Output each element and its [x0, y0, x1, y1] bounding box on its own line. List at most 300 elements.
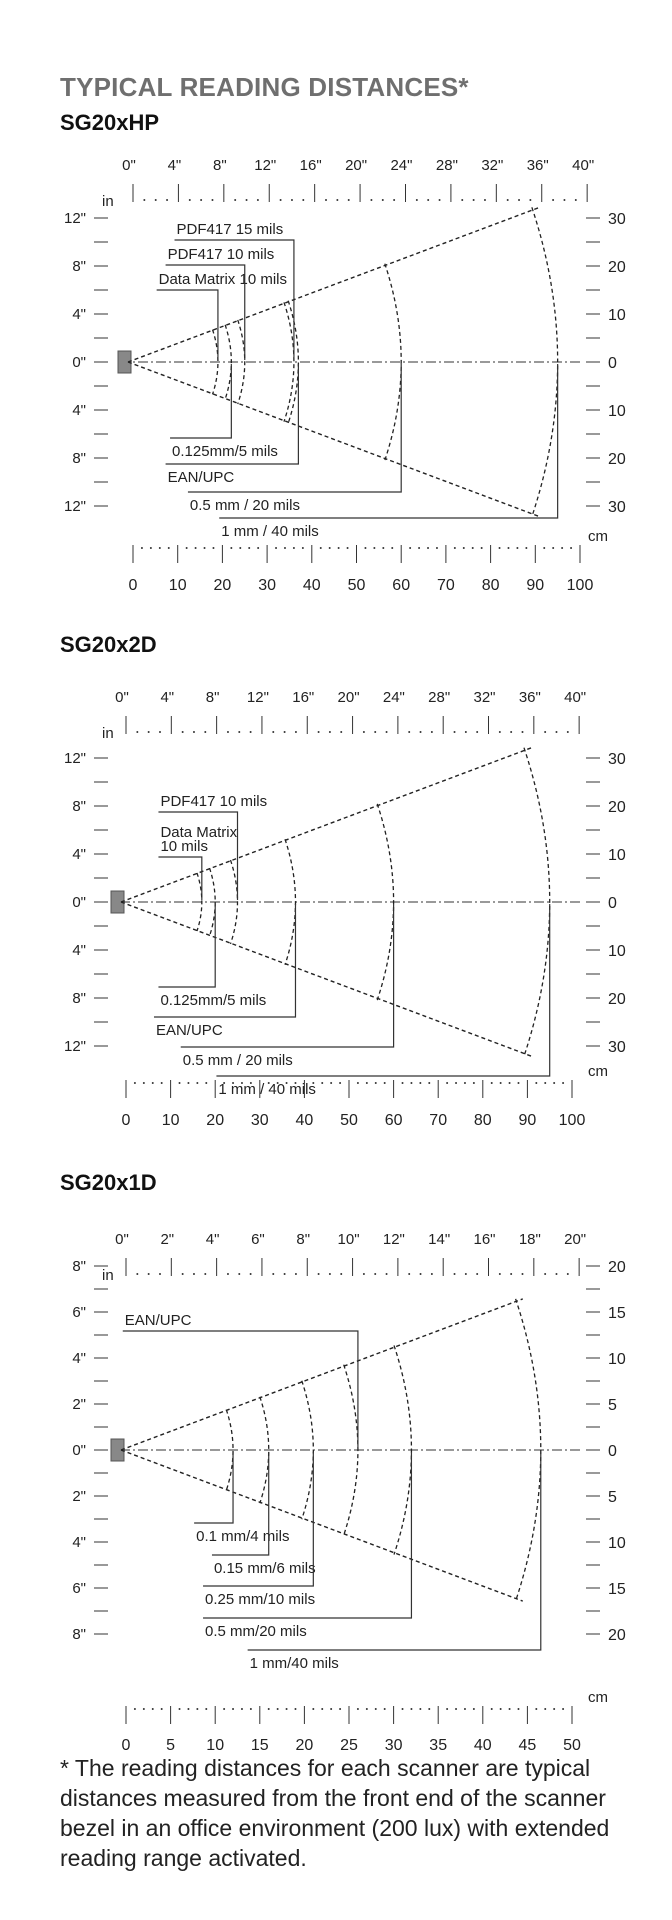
bottom-tick-label: 70: [437, 577, 455, 594]
range-label: EAN/UPC: [155, 1022, 223, 1039]
top-ruler-minor-tick: [499, 1273, 501, 1275]
bottom-ruler-minor-tick: [239, 547, 241, 549]
bottom-ruler-minor-tick: [205, 1708, 207, 1710]
top-ruler-minor-tick: [193, 731, 195, 733]
top-ruler-minor-tick: [336, 199, 338, 201]
bottom-ruler-minor-tick: [516, 547, 518, 549]
bottom-ruler-minor-tick: [446, 1082, 448, 1084]
bottom-tick-label: 10: [161, 1112, 180, 1129]
top-tick-label: 12": [382, 1231, 405, 1248]
left-tick-label: 12": [63, 498, 86, 515]
top-ruler-minor-tick: [204, 731, 206, 733]
bottom-ruler-minor-tick: [562, 1708, 564, 1710]
bottom-ruler-minor-tick: [491, 1708, 493, 1710]
left-tick-label: 4": [72, 846, 86, 863]
range-label: 0.5 mm / 20 mils: [189, 497, 300, 514]
top-ruler-minor-tick: [295, 731, 297, 733]
top-tick-label: 40": [572, 157, 595, 174]
top-tick-label: 16": [473, 1231, 496, 1248]
bottom-ruler-minor-tick: [436, 547, 438, 549]
bottom-ruler-minor-tick: [357, 1082, 359, 1084]
bottom-ruler-minor-tick: [230, 547, 232, 549]
bottom-ruler-minor-tick: [382, 547, 384, 549]
top-tick-label: 36": [526, 157, 549, 174]
bottom-ruler-minor-tick: [543, 547, 545, 549]
bottom-ruler-minor-tick: [446, 1708, 448, 1710]
top-ruler-minor-tick: [234, 199, 236, 201]
top-ruler-minor-tick: [544, 1273, 546, 1275]
top-ruler-minor-tick: [499, 731, 501, 733]
top-ruler-minor-tick: [484, 199, 486, 201]
top-ruler-minor-tick: [238, 731, 240, 733]
bottom-tick-label: 5: [166, 1737, 176, 1754]
left-tick-label: 12": [63, 210, 86, 227]
bottom-ruler-minor-tick: [248, 547, 250, 549]
top-ruler-minor-tick: [552, 199, 554, 201]
bottom-ruler-minor-tick: [143, 1708, 145, 1710]
bottom-ruler-minor-tick: [391, 547, 393, 549]
top-tick-label: 10": [337, 1231, 360, 1248]
right-tick-label: 10: [608, 1351, 626, 1368]
range-label: 0.15 mm/6 mils: [213, 1560, 316, 1577]
range-label: Data Matrix 10 mils: [158, 271, 288, 288]
bottom-ruler-minor-tick: [455, 1082, 457, 1084]
bottom-ruler-minor-tick: [294, 1708, 296, 1710]
bottom-tick-label: 0: [128, 577, 138, 594]
bottom-tick-label: 35: [429, 1737, 448, 1754]
top-tick-label: 4": [160, 689, 175, 706]
top-ruler-minor-tick: [329, 731, 331, 733]
range-leader-line: [248, 1452, 541, 1650]
range-label: Data Matrix: [160, 824, 238, 841]
top-ruler-minor-tick: [575, 199, 577, 201]
top-tick-label: 28": [435, 157, 458, 174]
top-tick-label: 12": [246, 689, 269, 706]
top-ruler-minor-tick: [393, 199, 395, 201]
left-tick-label: 4": [72, 306, 86, 323]
top-ruler-minor-tick: [427, 199, 429, 201]
bottom-tick-label: 40: [295, 1112, 314, 1129]
bottom-ruler-minor-tick: [257, 547, 259, 549]
top-tick-label: 0": [115, 689, 129, 706]
bottom-tick-label: 60: [384, 1112, 403, 1129]
top-tick-label: 8": [296, 1231, 311, 1248]
bottom-tick-label: 40: [473, 1737, 492, 1754]
top-ruler-minor-tick: [416, 199, 418, 201]
top-ruler-minor-tick: [363, 1273, 365, 1275]
range-label: 1 mm / 40 mils: [218, 1081, 316, 1098]
top-ruler-minor-tick: [374, 731, 376, 733]
bottom-ruler-minor-tick: [168, 547, 170, 549]
right-tick-label: 10: [608, 847, 626, 864]
top-ruler-minor-tick: [291, 199, 293, 201]
top-ruler-minor-tick: [510, 731, 512, 733]
top-tick-label: 28": [428, 689, 451, 706]
reading-distance-diagram-sg20xhp: [0, 140, 672, 610]
bottom-ruler-minor-tick: [473, 1082, 475, 1084]
top-ruler-minor-tick: [204, 1273, 206, 1275]
range-label: 0.125mm/5 mils: [160, 992, 267, 1009]
bottom-ruler-minor-tick: [161, 1082, 163, 1084]
bottom-ruler-minor-tick: [152, 1708, 154, 1710]
top-ruler-minor-tick: [518, 199, 520, 201]
bottom-ruler-minor-tick: [232, 1708, 234, 1710]
bottom-ruler-minor-tick: [277, 1708, 279, 1710]
right-tick-label: 5: [608, 1489, 617, 1506]
bottom-ruler-minor-tick: [427, 547, 429, 549]
bottom-ruler-minor-tick: [212, 547, 214, 549]
bottom-ruler-minor-tick: [302, 547, 304, 549]
bottom-tick-label: 50: [563, 1737, 581, 1754]
range-leader-line: [157, 290, 218, 360]
top-ruler-minor-tick: [510, 1273, 512, 1275]
bottom-ruler-minor-tick: [561, 547, 563, 549]
bottom-ruler-minor-tick: [159, 547, 161, 549]
bottom-ruler-minor-tick: [312, 1708, 314, 1710]
top-ruler-minor-tick: [386, 731, 388, 733]
bottom-ruler-minor-tick: [507, 547, 509, 549]
bottom-ruler-minor-tick: [535, 1082, 537, 1084]
bottom-ruler-minor-tick: [286, 1708, 288, 1710]
bottom-tick-label: 70: [429, 1112, 448, 1129]
bottom-ruler-minor-tick: [553, 1082, 555, 1084]
top-ruler-minor-tick: [159, 1273, 161, 1275]
bottom-ruler-minor-tick: [204, 547, 206, 549]
range-leader-line: [123, 1331, 358, 1448]
bottom-tick-label: 20: [206, 1112, 225, 1129]
bottom-ruler-minor-tick: [464, 1708, 466, 1710]
right-tick-label: 10: [608, 943, 626, 960]
left-tick-label: 2": [72, 1396, 86, 1413]
field-of-view-lower-edge: [128, 362, 540, 517]
top-ruler-minor-tick: [272, 1273, 274, 1275]
bottom-ruler-minor-tick: [268, 1708, 270, 1710]
top-ruler-minor-tick: [155, 199, 157, 201]
bottom-ruler-minor-tick: [179, 1708, 181, 1710]
bottom-ruler-minor-tick: [517, 1708, 519, 1710]
bottom-ruler-minor-tick: [552, 547, 554, 549]
top-ruler-minor-tick: [370, 199, 372, 201]
bottom-ruler-minor-tick: [455, 1708, 457, 1710]
top-tick-label: 6": [251, 1231, 265, 1248]
bottom-ruler-minor-tick: [339, 1082, 341, 1084]
diagram-2-title: SG20x2D: [60, 632, 157, 657]
right-tick-label: 5: [608, 1397, 617, 1414]
right-tick-label: 20: [608, 799, 626, 816]
top-ruler-minor-tick: [182, 731, 184, 733]
range-label: 0.5 mm/20 mils: [205, 1623, 307, 1640]
top-tick-label: 24": [390, 157, 413, 174]
bottom-ruler-minor-tick: [384, 1082, 386, 1084]
top-ruler-minor-tick: [473, 199, 475, 201]
bottom-tick-label: 45: [518, 1737, 537, 1754]
range-leader-line: [216, 904, 549, 1076]
bottom-tick-label: 60: [392, 577, 411, 594]
left-tick-label: 4": [72, 1534, 86, 1551]
top-tick-label: 4": [205, 1231, 220, 1248]
left-tick-label: 4": [72, 1350, 86, 1367]
left-tick-label: 0": [72, 1442, 86, 1459]
top-ruler-minor-tick: [189, 199, 191, 201]
top-ruler-minor-tick: [431, 1273, 433, 1275]
range-label: 0.25 mm/10 mils: [205, 1591, 316, 1608]
bottom-ruler-minor-tick: [509, 1708, 511, 1710]
top-ruler-minor-tick: [408, 731, 410, 733]
top-ruler-minor-tick: [439, 199, 441, 201]
range-label: 1 mm / 40 mils: [221, 523, 319, 540]
bottom-ruler-minor-tick: [152, 1082, 154, 1084]
bottom-ruler-minor-tick: [384, 1708, 386, 1710]
bottom-ruler-minor-tick: [161, 1708, 163, 1710]
unit-label-in: in: [102, 193, 114, 210]
bottom-ruler-minor-tick: [500, 1708, 502, 1710]
unit-label-cm: cm: [588, 1689, 608, 1706]
top-ruler-minor-tick: [476, 731, 478, 733]
left-tick-label: 8": [72, 450, 86, 467]
top-ruler-minor-tick: [555, 1273, 557, 1275]
bottom-ruler-minor-tick: [321, 1708, 323, 1710]
top-ruler-minor-tick: [318, 1273, 320, 1275]
bottom-ruler-minor-tick: [525, 547, 527, 549]
top-ruler-minor-tick: [257, 199, 259, 201]
bottom-ruler-minor-tick: [134, 1708, 136, 1710]
bottom-tick-label: 100: [558, 1112, 586, 1129]
top-tick-label: 14": [428, 1231, 451, 1248]
right-tick-label: 0: [608, 1443, 617, 1460]
bottom-ruler-minor-tick: [320, 547, 322, 549]
bottom-ruler-minor-tick: [329, 547, 331, 549]
bottom-ruler-minor-tick: [357, 1708, 359, 1710]
top-tick-label: 20": [337, 689, 360, 706]
top-ruler-minor-tick: [348, 199, 350, 201]
unit-label-in: in: [102, 1267, 114, 1284]
top-ruler-minor-tick: [136, 731, 138, 733]
bottom-ruler-minor-tick: [179, 1082, 181, 1084]
top-ruler-minor-tick: [250, 1273, 252, 1275]
top-ruler-minor-tick: [567, 731, 569, 733]
bottom-tick-label: 100: [566, 577, 594, 594]
bottom-ruler-minor-tick: [187, 1708, 189, 1710]
top-ruler-minor-tick: [476, 1273, 478, 1275]
bottom-tick-label: 0: [121, 1737, 131, 1754]
bottom-tick-label: 10: [206, 1737, 225, 1754]
bottom-ruler-minor-tick: [428, 1082, 430, 1084]
bottom-ruler-minor-tick: [196, 1082, 198, 1084]
top-ruler-minor-tick: [454, 1273, 456, 1275]
range-leader-line: [158, 904, 215, 987]
top-tick-label: 36": [518, 689, 541, 706]
bottom-ruler-minor-tick: [473, 1708, 475, 1710]
bottom-ruler-minor-tick: [509, 1082, 511, 1084]
bottom-ruler-minor-tick: [186, 547, 188, 549]
top-ruler-minor-tick: [465, 731, 467, 733]
left-tick-label: 8": [72, 990, 86, 1007]
left-tick-label: 8": [72, 258, 86, 275]
top-ruler-minor-tick: [461, 199, 463, 201]
bottom-ruler-minor-tick: [499, 547, 501, 549]
bottom-ruler-minor-tick: [375, 1708, 377, 1710]
bottom-tick-label: 80: [473, 1112, 492, 1129]
left-tick-label: 2": [72, 1488, 86, 1505]
top-ruler-minor-tick: [182, 1273, 184, 1275]
right-tick-label: 15: [608, 1305, 626, 1322]
field-of-view-lower-edge: [121, 1450, 523, 1601]
top-ruler-minor-tick: [507, 199, 509, 201]
top-ruler-minor-tick: [374, 1273, 376, 1275]
diagram-3-title: SG20x1D: [60, 1170, 157, 1195]
range-label: 10 mils: [160, 838, 208, 855]
range-leader-line: [219, 364, 557, 518]
right-tick-label: 20: [608, 1627, 626, 1644]
bottom-ruler-minor-tick: [275, 547, 277, 549]
bottom-ruler-minor-tick: [463, 547, 465, 549]
right-tick-label: 10: [608, 403, 626, 420]
top-ruler-minor-tick: [340, 1273, 342, 1275]
bottom-tick-label: 30: [250, 1112, 269, 1129]
bottom-ruler-minor-tick: [187, 1082, 189, 1084]
top-tick-label: 16": [299, 157, 322, 174]
top-ruler-minor-tick: [340, 731, 342, 733]
right-tick-label: 30: [608, 751, 626, 768]
bottom-tick-label: 30: [258, 577, 276, 594]
bottom-ruler-minor-tick: [544, 1708, 546, 1710]
bottom-tick-label: 90: [518, 1112, 537, 1129]
bottom-ruler-minor-tick: [428, 1708, 430, 1710]
left-tick-label: 4": [72, 942, 86, 959]
bottom-ruler-minor-tick: [419, 1082, 421, 1084]
bottom-tick-label: 15: [250, 1737, 269, 1754]
top-ruler-minor-tick: [143, 199, 145, 201]
top-tick-label: 2": [160, 1231, 175, 1248]
bottom-ruler-minor-tick: [330, 1082, 332, 1084]
top-ruler-minor-tick: [555, 731, 557, 733]
top-tick-label: 12": [254, 157, 277, 174]
page-title: TYPICAL READING DISTANCES*: [60, 72, 469, 102]
bottom-ruler-minor-tick: [205, 1082, 207, 1084]
top-ruler-minor-tick: [136, 1273, 138, 1275]
bottom-tick-label: 20: [213, 577, 232, 594]
bottom-tick-label: 50: [340, 1112, 358, 1129]
unit-label-cm: cm: [588, 528, 608, 545]
bottom-ruler-minor-tick: [339, 1708, 341, 1710]
right-tick-label: 30: [608, 211, 626, 228]
bottom-ruler-minor-tick: [535, 1708, 537, 1710]
top-ruler-minor-tick: [148, 731, 150, 733]
bottom-ruler-minor-tick: [472, 547, 474, 549]
bottom-tick-label: 0: [121, 1112, 131, 1129]
top-ruler-minor-tick: [431, 731, 433, 733]
bottom-ruler-minor-tick: [454, 547, 456, 549]
top-ruler-minor-tick: [318, 731, 320, 733]
bottom-tick-label: 80: [481, 577, 500, 594]
reading-distance-diagram-sg20x1d: [0, 1198, 672, 1758]
left-tick-label: 6": [72, 1304, 86, 1321]
range-leader-line: [170, 364, 231, 438]
left-tick-label: 0": [72, 894, 86, 911]
top-ruler-minor-tick: [420, 1273, 422, 1275]
bottom-ruler-minor-tick: [402, 1082, 404, 1084]
top-ruler-minor-tick: [166, 199, 168, 201]
bottom-ruler-minor-tick: [293, 547, 295, 549]
range-label: EAN/UPC: [167, 469, 235, 486]
bottom-ruler-minor-tick: [410, 1082, 412, 1084]
top-ruler-minor-tick: [295, 1273, 297, 1275]
top-ruler-minor-tick: [521, 1273, 523, 1275]
bottom-ruler-minor-tick: [366, 1708, 368, 1710]
bottom-ruler-minor-tick: [364, 547, 366, 549]
right-tick-label: 10: [608, 307, 626, 324]
bottom-ruler-minor-tick: [418, 547, 420, 549]
top-ruler-minor-tick: [454, 731, 456, 733]
top-ruler-minor-tick: [465, 1273, 467, 1275]
top-tick-label: 40": [564, 689, 587, 706]
bottom-ruler-minor-tick: [464, 1082, 466, 1084]
right-tick-label: 0: [608, 355, 617, 372]
top-tick-label: 32": [481, 157, 504, 174]
top-ruler-minor-tick: [246, 199, 248, 201]
bottom-ruler-minor-tick: [141, 547, 143, 549]
top-ruler-minor-tick: [363, 731, 365, 733]
top-ruler-minor-tick: [329, 1273, 331, 1275]
left-tick-label: 8": [72, 1626, 86, 1643]
range-label: EAN/UPC: [124, 1312, 192, 1329]
top-ruler-minor-tick: [284, 731, 286, 733]
top-ruler-minor-tick: [325, 199, 327, 201]
top-ruler-minor-tick: [521, 731, 523, 733]
left-tick-label: 6": [72, 1580, 86, 1597]
top-ruler-minor-tick: [227, 731, 229, 733]
bottom-ruler-minor-tick: [223, 1708, 225, 1710]
right-tick-label: 10: [608, 1535, 626, 1552]
top-ruler-minor-tick: [227, 1273, 229, 1275]
top-ruler-minor-tick: [563, 199, 565, 201]
bottom-ruler-minor-tick: [241, 1708, 243, 1710]
top-ruler-minor-tick: [148, 1273, 150, 1275]
top-ruler-minor-tick: [280, 199, 282, 201]
bottom-ruler-minor-tick: [321, 1082, 323, 1084]
right-tick-label: 30: [608, 499, 626, 516]
right-tick-label: 20: [608, 451, 626, 468]
right-tick-label: 20: [608, 1259, 626, 1276]
top-ruler-minor-tick: [250, 731, 252, 733]
top-ruler-minor-tick: [193, 1273, 195, 1275]
bottom-ruler-minor-tick: [134, 1082, 136, 1084]
top-ruler-minor-tick: [211, 199, 213, 201]
range-label: 1 mm/40 mils: [249, 1655, 339, 1672]
bottom-tick-label: 90: [526, 577, 545, 594]
top-ruler-minor-tick: [420, 731, 422, 733]
reading-distance-diagram-sg20x2d: [0, 662, 672, 1132]
bottom-ruler-minor-tick: [373, 547, 375, 549]
range-label: 0.5 mm / 20 mils: [182, 1052, 293, 1069]
bottom-ruler-minor-tick: [375, 1082, 377, 1084]
right-tick-label: 30: [608, 1039, 626, 1056]
bottom-ruler-minor-tick: [570, 547, 572, 549]
left-tick-label: 12": [63, 1038, 86, 1055]
range-label: PDF417 15 mils: [176, 221, 284, 238]
bottom-ruler-minor-tick: [517, 1082, 519, 1084]
top-ruler-minor-tick: [382, 199, 384, 201]
bottom-tick-label: 50: [347, 577, 366, 594]
bottom-ruler-minor-tick: [544, 1082, 546, 1084]
bottom-ruler-minor-tick: [196, 1708, 198, 1710]
right-tick-label: 20: [608, 991, 626, 1008]
bottom-ruler-minor-tick: [366, 1082, 368, 1084]
bottom-tick-label: 20: [295, 1737, 314, 1754]
top-tick-label: 4": [167, 157, 182, 174]
bottom-ruler-minor-tick: [338, 547, 340, 549]
bottom-ruler-minor-tick: [481, 547, 483, 549]
